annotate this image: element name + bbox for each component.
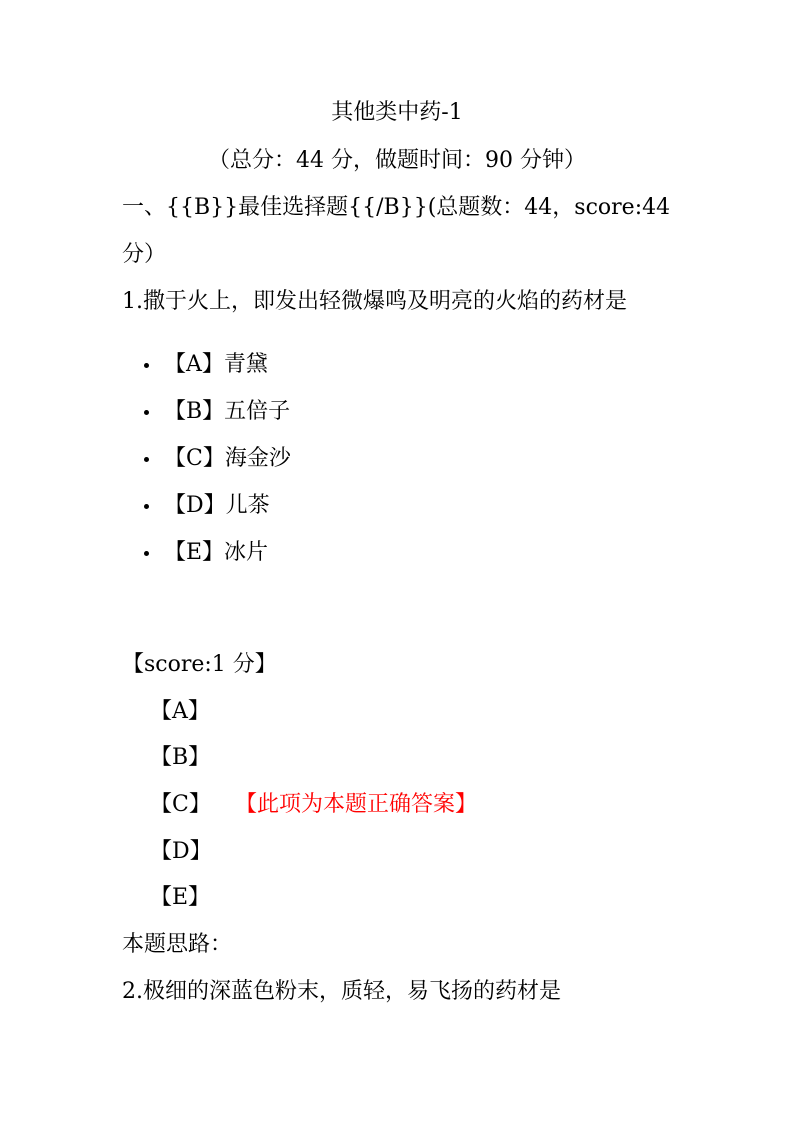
bullet-icon bbox=[144, 363, 149, 368]
answer-c: 【C】 bbox=[150, 792, 211, 817]
option-b bbox=[140, 397, 291, 444]
correct-answer-note: 【此项为本题正确答案】 bbox=[235, 792, 478, 817]
bullet-icon bbox=[144, 504, 149, 509]
question-1-text: 1.撒于火上，即发出轻微爆鸣及明亮的火焰的药材是 bbox=[122, 289, 627, 314]
option-a bbox=[140, 350, 291, 397]
option-label: 【C】海金沙 bbox=[164, 446, 291, 471]
option-e bbox=[140, 538, 291, 585]
answer-d: 【D】 bbox=[150, 839, 212, 864]
question-2-text: 2.极细的深蓝色粉末，质轻，易飞扬的药材是 bbox=[122, 979, 561, 1004]
question-1-score: 【score:1 分】 bbox=[122, 652, 277, 677]
section-heading-line2: 分） bbox=[122, 242, 167, 267]
option-label: 【D】儿茶 bbox=[164, 493, 270, 518]
option-d bbox=[140, 491, 291, 538]
bullet-icon bbox=[144, 551, 149, 556]
doc-title: 其他类中药-1 bbox=[331, 100, 463, 125]
question-1-options bbox=[140, 350, 291, 585]
answer-b: 【B】 bbox=[150, 745, 211, 770]
section-heading-line1: 一、{{B}}最佳选择题{{/B}}(总题数：44，score:44 bbox=[122, 195, 671, 220]
option-label: 【B】五倍子 bbox=[164, 399, 291, 424]
answer-e: 【E】 bbox=[150, 885, 211, 910]
bullet-icon bbox=[144, 410, 149, 415]
explanation-label: 本题思路： bbox=[122, 932, 233, 957]
doc-subtitle: （总分：44 分，做题时间：90 分钟） bbox=[208, 148, 586, 173]
option-label: 【A】青黛 bbox=[164, 352, 268, 377]
option-c bbox=[140, 444, 291, 491]
answer-a: 【A】 bbox=[150, 699, 210, 724]
bullet-icon bbox=[144, 457, 149, 462]
option-label: 【E】冰片 bbox=[164, 540, 269, 565]
